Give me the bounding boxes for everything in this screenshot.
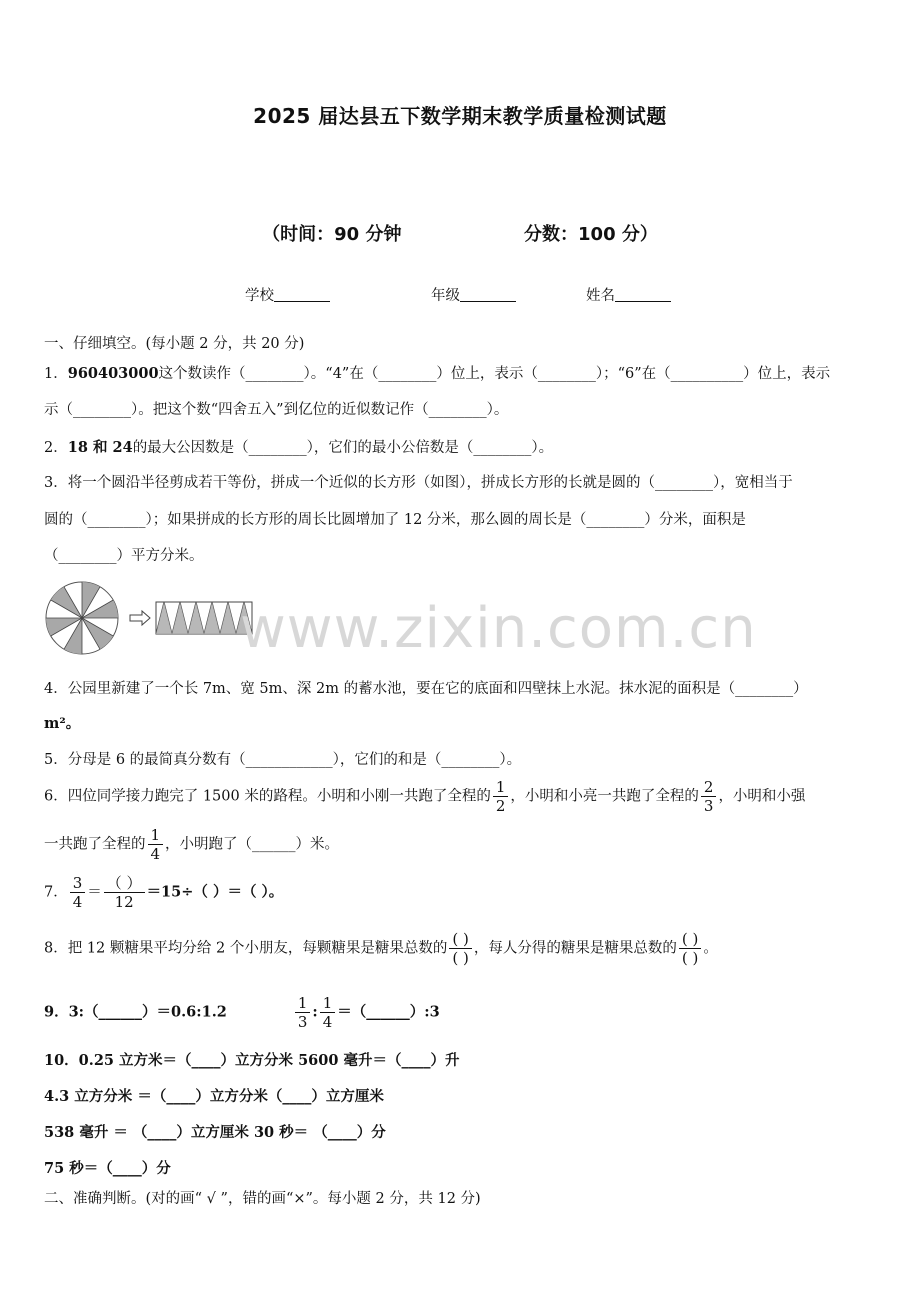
q6-f2-denominator: 3 [703, 797, 714, 815]
section-1-heading: 一、仔细填空。(每小题 2 分，共 20 分) [44, 336, 305, 352]
question-3-line-2: 圆的（________）；如果拼成的长方形的周长比圆增加了 12 分米，那么圆的周长是（________）分米，面积是 [44, 512, 746, 528]
name-field [586, 284, 671, 305]
q9-f2-numerator: 1 [320, 994, 336, 1013]
question-4-line-2: m²。 [44, 715, 81, 732]
q6-f3-numerator: 1 [148, 826, 164, 845]
sector-circle-icon [46, 582, 118, 654]
page-title: 2025 届达县五下数学期末教学质量检测试题 [253, 104, 667, 128]
q8-fraction-1 [449, 930, 471, 967]
q2-values: 18 和 24 [67, 439, 133, 456]
question-4-line-1: 4．公园里新建了一个长 7m、宽 5m、深 2m 的蓄水池，要在它的底面和四壁抹上水泥。抹水泥的面积是（________） [44, 681, 808, 697]
name-blank [615, 287, 671, 303]
question-10-line-1: 10．0.25 立方米＝（____）立方分米 5600 毫升＝（____）升 [44, 1052, 460, 1069]
grade-blank [460, 287, 516, 303]
q6-f1-numerator: 1 [493, 778, 509, 797]
q7-number: 7． [44, 884, 68, 901]
question-10-line-4: 75 秒＝（____）分 [44, 1160, 171, 1177]
section-2-heading: 二、准确判断。(对的画“ √ ”，错的画“×”。每小题 2 分，共 12 分) [44, 1191, 481, 1207]
q6-f2-numerator: 2 [701, 778, 717, 797]
q7-fraction-2 [104, 874, 145, 911]
q2-text: 的最大公因数是（________），它们的最小公倍数是（________）。 [132, 440, 554, 456]
q8-text-3: 。 [703, 940, 718, 957]
q1-number-value: 960403000 [67, 365, 159, 382]
q9-colon: : [312, 1003, 318, 1021]
q7-equals: ＝ [87, 884, 102, 901]
question-10-line-3: 538 毫升 ＝ （____）立方厘米 30 秒＝ （____）分 [44, 1124, 386, 1141]
q9-f2-denominator: 4 [322, 1013, 333, 1031]
rectangle-strips-icon [156, 602, 252, 634]
question-1-line-2: 示（________）。把这个数“四舍五入”到亿位的近似数记作（________）。 [44, 402, 509, 418]
q6-fraction-2 [701, 778, 717, 815]
time-info: （时间：90 分钟 [262, 224, 402, 245]
question-6-line-1 [44, 778, 880, 815]
question-3-line-3: （________）平方分米。 [44, 548, 204, 564]
question-5: 5．分母是 6 的最简真分数有（____________），它们的和是（________）。 [44, 752, 522, 768]
q9-fraction-2 [320, 994, 336, 1031]
question-6-line-2 [44, 826, 880, 863]
q1-text: 这个数读作（________）。“4”在（________）位上，表示（________）；“6”在（__________）位上，表示 [158, 366, 831, 382]
grade-label: 年级 [431, 288, 460, 304]
question-2 [44, 436, 880, 457]
school-field [245, 284, 330, 305]
q2-number: 2． [44, 440, 68, 456]
circle-to-rectangle-figure [44, 580, 264, 660]
score-info: 分数：100 分） [524, 224, 658, 245]
arrow-right-icon [130, 611, 150, 625]
q6-text-3: ，小明和小强 [718, 788, 806, 805]
q6-text-4: 一共跑了全程的 [44, 836, 146, 853]
question-7 [44, 874, 880, 911]
q8-fraction-2 [679, 930, 701, 967]
watermark: www.zixin.com.cn [240, 596, 757, 661]
q7-text: ＝15÷（ ）＝（ ）。 [146, 883, 284, 901]
school-label: 学校 [245, 288, 274, 304]
q7-fraction-1 [70, 874, 86, 911]
q8-f1-denominator: ( ) [452, 949, 469, 967]
q6-text-2: ，小明和小亮一共跑了全程的 [510, 788, 699, 805]
question-8 [44, 930, 880, 967]
question-1-line-1 [44, 362, 880, 383]
q8-f2-numerator: ( ) [679, 930, 701, 949]
q7-f1-denominator: 4 [72, 893, 83, 911]
q6-fraction-3 [148, 826, 164, 863]
exam-meta [0, 220, 920, 246]
question-3-line-1: 3．将一个圆沿半径剪成若干等份，拼成一个近似的长方形（如图），拼成长方形的长就是圆的（________），宽相当于 [44, 475, 793, 491]
q6-f1-denominator: 2 [495, 797, 506, 815]
q6-fraction-1 [493, 778, 509, 815]
q6-f3-denominator: 4 [150, 845, 161, 863]
question-10-line-2: 4.3 立方分米 ＝（____）立方分米（____）立方厘米 [44, 1088, 384, 1105]
grade-field [431, 284, 516, 305]
q6-text-1: 6．四位同学接力跑完了 1500 米的路程。小明和小刚一共跑了全程的 [44, 788, 491, 805]
q1-number: 1． [44, 366, 68, 382]
q8-f2-denominator: ( ) [681, 949, 699, 967]
name-label: 姓名 [586, 288, 615, 304]
q7-f2-numerator: （ ） [104, 874, 145, 893]
q8-f1-numerator: ( ) [449, 930, 471, 949]
q9-fraction-1 [295, 994, 311, 1031]
q9-f1-denominator: 3 [297, 1013, 308, 1031]
q7-f1-numerator: 3 [70, 874, 86, 893]
q6-text-5: ，小明跑了（______）米。 [165, 836, 340, 853]
q8-text-1: 8．把 12 颗糖果平均分给 2 个小朋友，每颗糖果是糖果总数的 [44, 940, 448, 957]
q9-text-2: ＝（______）:3 [337, 1003, 440, 1021]
q9-f1-numerator: 1 [295, 994, 311, 1013]
q9-text-1: 9．3:（______）＝0.6:1.2 [44, 1003, 227, 1021]
q7-f2-denominator: 12 [114, 893, 134, 911]
school-blank [274, 287, 330, 303]
q8-text-2: ，每人分得的糖果是糖果总数的 [473, 940, 677, 957]
question-9 [44, 994, 880, 1031]
